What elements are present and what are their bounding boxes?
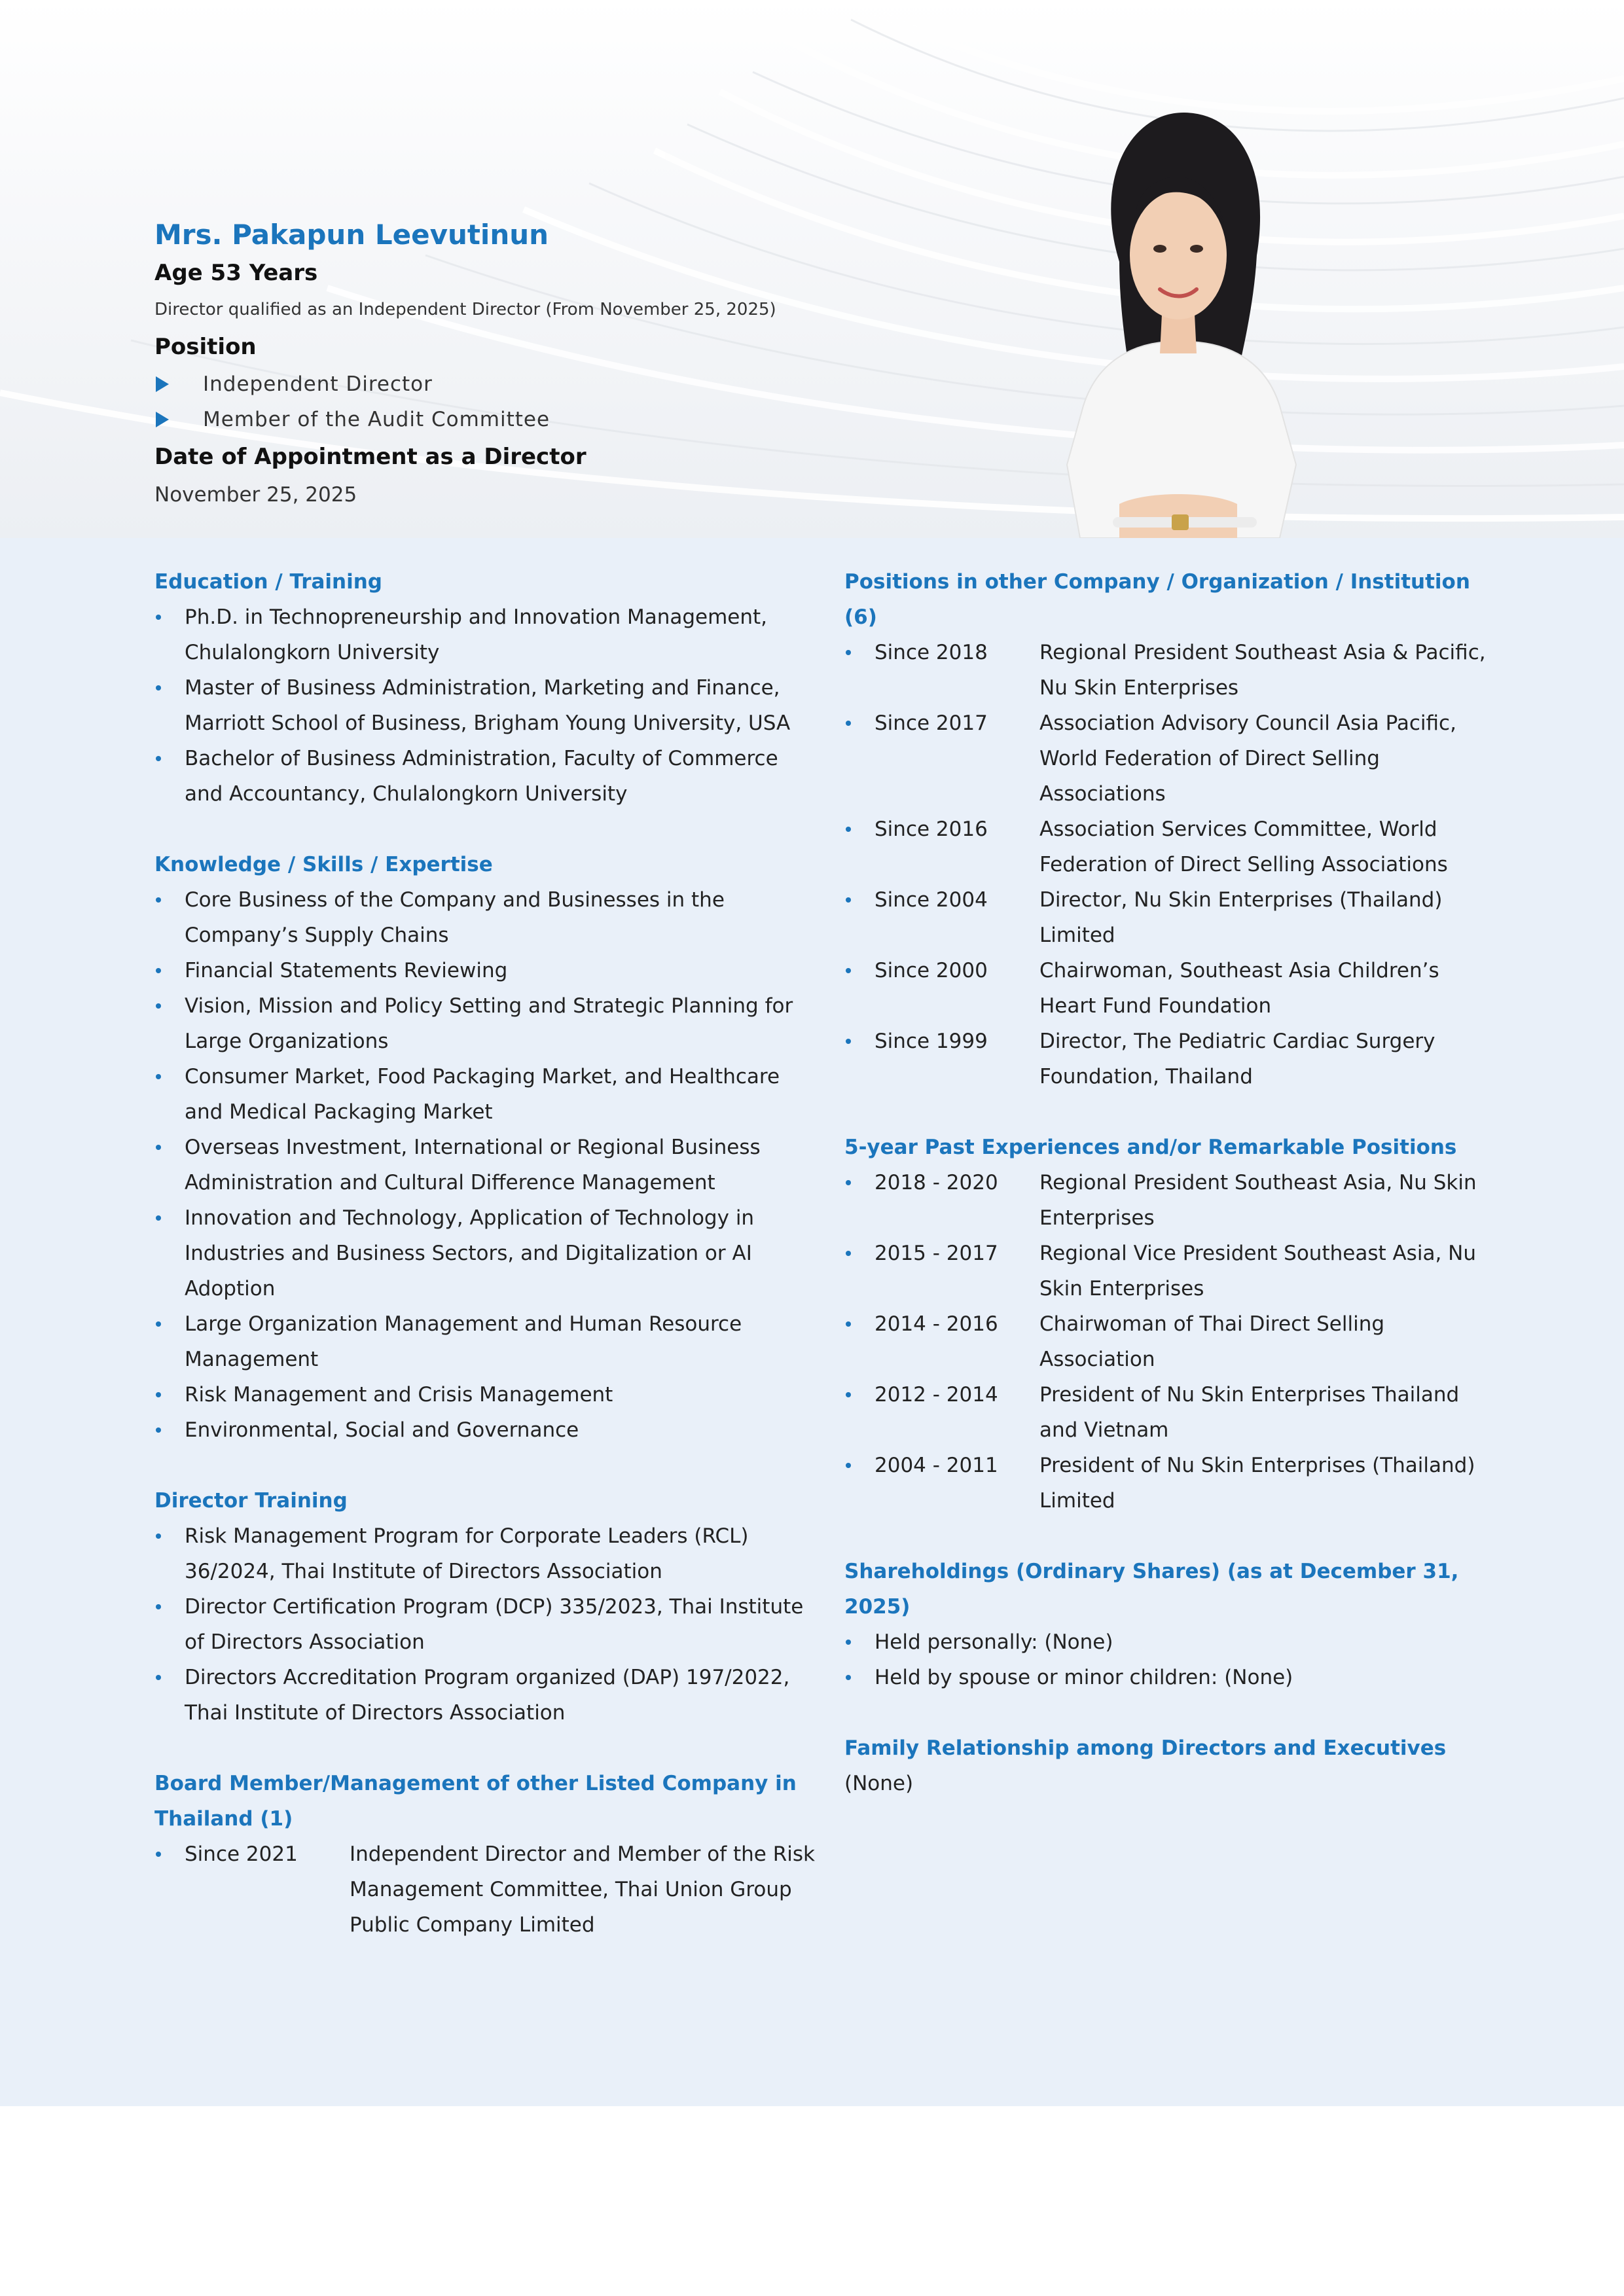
education-list <box>154 600 816 812</box>
list-item <box>844 1377 1492 1448</box>
list-item: Vision, Mission and Policy Setting and Strategic Planning for Large Organizations <box>154 988 816 1059</box>
item-year: Since 2021 <box>185 1842 298 1866</box>
item-year: Since 1999 <box>875 1030 988 1053</box>
director-qualification: Director qualified as an Independent Director (From November 25, 2025) <box>154 300 776 319</box>
list-item <box>844 1024 1492 1094</box>
item-description: President of Nu Skin Enterprises (Thailand) Limited <box>1039 1454 1475 1513</box>
item-year: 2004 - 2011 <box>875 1454 998 1477</box>
triangle-bullet-icon <box>156 376 169 392</box>
list-item <box>844 953 1492 1024</box>
item-year: 2012 - 2014 <box>875 1383 998 1407</box>
list-item: Risk Management and Crisis Management <box>154 1377 816 1412</box>
list-item: Director Certification Program (DCP) 335/2023, Thai Institute of Directors Association <box>154 1589 816 1660</box>
training-list <box>154 1518 816 1731</box>
list-item: Held personally: (None) <box>844 1624 1492 1660</box>
shareholdings-title: Shareholdings (Ordinary Shares) (as at December 31, 2025) <box>844 1560 1459 1619</box>
list-item: Held by spouse or minor children: (None) <box>844 1660 1492 1695</box>
director-age: Age 53 Years <box>154 260 318 286</box>
other-positions-title: Positions in other Company / Organization / Institution (6) <box>844 570 1470 629</box>
list-item: Bachelor of Business Administration, Faculty of Commerce and Accountancy, Chulalongkorn University <box>154 741 816 812</box>
other-positions-list <box>844 635 1492 1094</box>
listed-company-list <box>154 1837 816 1943</box>
right-column <box>844 564 1492 1801</box>
item-description: Regional President Southeast Asia, Nu Skin Enterprises <box>1039 1171 1477 1230</box>
director-portrait <box>1021 98 1335 538</box>
list-item: Large Organization Management and Human Resource Management <box>154 1306 816 1377</box>
knowledge-title: Knowledge / Skills / Expertise <box>154 853 493 876</box>
list-item <box>844 635 1492 706</box>
item-description: Association Advisory Council Asia Pacific, World Federation of Direct Selling Associations <box>1039 711 1456 806</box>
list-item: Master of Business Administration, Marketing and Finance, Marriott School of Business, Brigham Young University, USA <box>154 670 816 741</box>
list-item: Environmental, Social and Governance <box>154 1412 816 1448</box>
position-item: Member of the Audit Committee <box>154 402 875 437</box>
left-column <box>154 564 816 1943</box>
item-year: Since 2018 <box>875 641 988 664</box>
list-item: Consumer Market, Food Packaging Market, and Healthcare and Medical Packaging Market <box>154 1059 816 1130</box>
list-item: Risk Management Program for Corporate Leaders (RCL) 36/2024, Thai Institute of Directors Association <box>154 1518 816 1589</box>
training-title: Director Training <box>154 1489 348 1513</box>
item-description: President of Nu Skin Enterprises Thailand and Vietnam <box>1039 1383 1460 1442</box>
list-item: Innovation and Technology, Application of Technology in Industries and Business Sectors, and Digitalization or AI Adoption <box>154 1200 816 1306</box>
item-year: Since 2004 <box>875 888 988 912</box>
listed-company-title: Board Member/Management of other Listed Company in Thailand (1) <box>154 1772 797 1831</box>
list-item: Financial Statements Reviewing <box>154 953 816 988</box>
list-item <box>844 1165 1492 1236</box>
list-item: Core Business of the Company and Businesses in the Company’s Supply Chains <box>154 882 816 953</box>
item-year: 2018 - 2020 <box>875 1171 998 1194</box>
item-description: Chairwoman, Southeast Asia Children’s Heart Fund Foundation <box>1039 959 1439 1018</box>
position-label: Position <box>154 334 257 360</box>
list-item <box>154 1837 816 1943</box>
item-description: Director, Nu Skin Enterprises (Thailand) Limited <box>1039 888 1443 947</box>
list-item <box>844 1306 1492 1377</box>
item-year: 2015 - 2017 <box>875 1242 998 1265</box>
director-name: Mrs. Pakapun Leevutinun <box>154 219 549 251</box>
profile-header <box>154 216 875 513</box>
appointment-label: Date of Appointment as a Director <box>154 444 586 470</box>
shareholdings-list <box>844 1624 1492 1695</box>
list-item: Directors Accreditation Program organized (DAP) 197/2022, Thai Institute of Directors Association <box>154 1660 816 1731</box>
item-year: Since 2017 <box>875 711 988 735</box>
family-relationship-title: Family Relationship among Directors and Executives <box>844 1736 1447 1760</box>
list-item <box>844 1448 1492 1518</box>
list-item <box>844 882 1492 953</box>
item-description: Independent Director and Member of the Risk Management Committee, Thai Union Group Public Company Limited <box>350 1842 815 1937</box>
item-description: Chairwoman of Thai Direct Selling Association <box>1039 1312 1385 1371</box>
position-item: Independent Director <box>154 367 875 402</box>
past-experience-list <box>844 1165 1492 1518</box>
triangle-bullet-icon <box>156 412 169 427</box>
knowledge-list <box>154 882 816 1448</box>
item-description: Association Services Committee, World Federation of Direct Selling Associations <box>1039 817 1448 876</box>
item-year: Since 2016 <box>875 817 988 841</box>
list-item <box>844 706 1492 812</box>
list-item: Overseas Investment, International or Regional Business Administration and Cultural Difference Management <box>154 1130 816 1200</box>
past-experience-title: 5-year Past Experiences and/or Remarkable Positions <box>844 1136 1457 1159</box>
education-title: Education / Training <box>154 570 382 594</box>
list-item <box>844 812 1492 882</box>
appointment-date: November 25, 2025 <box>154 483 357 507</box>
item-description: Regional President Southeast Asia & Pacific, Nu Skin Enterprises <box>1039 641 1486 700</box>
item-description: Regional Vice President Southeast Asia, Nu Skin Enterprises <box>1039 1242 1476 1300</box>
list-item <box>844 1236 1492 1306</box>
item-year: 2014 - 2016 <box>875 1312 998 1336</box>
family-relationship-value: (None) <box>844 1772 914 1795</box>
item-description: Director, The Pediatric Cardiac Surgery Foundation, Thailand <box>1039 1030 1435 1088</box>
list-item: Ph.D. in Technopreneurship and Innovation Management, Chulalongkorn University <box>154 600 816 670</box>
item-year: Since 2000 <box>875 959 988 982</box>
